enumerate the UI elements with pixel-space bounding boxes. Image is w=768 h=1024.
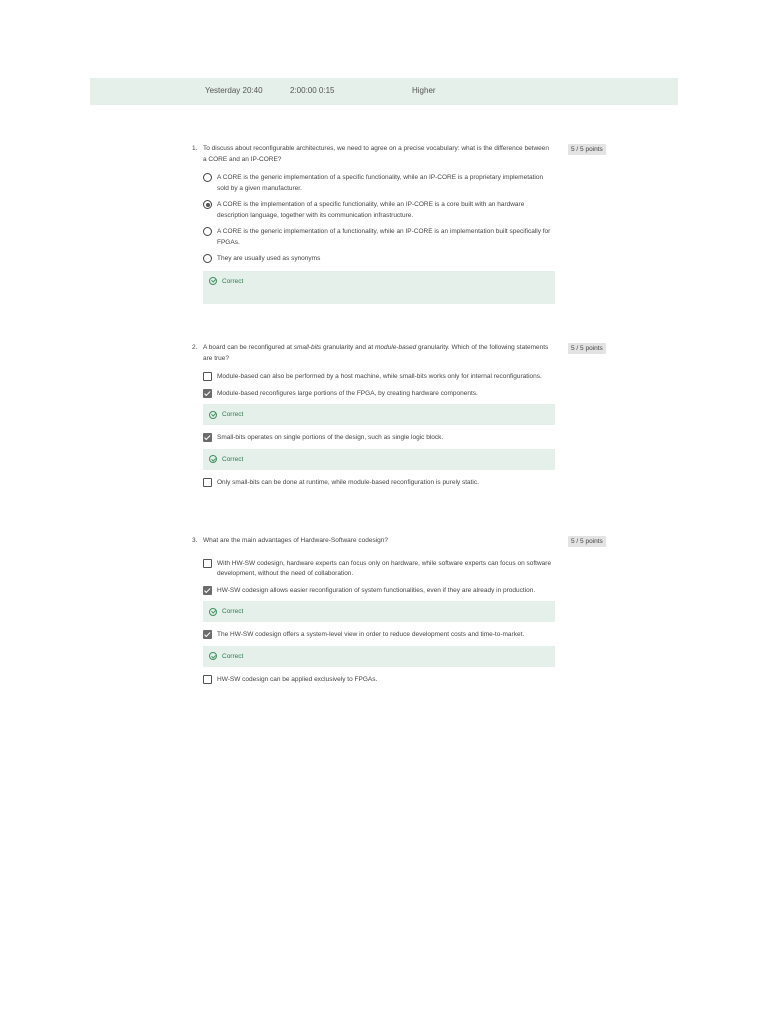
- checkbox-checked[interactable]: [203, 389, 212, 398]
- option-row[interactable]: [203, 173, 555, 194]
- option-label: They are usually used as synonyms: [217, 255, 321, 262]
- check-circle-icon: [209, 608, 217, 616]
- option-row[interactable]: [203, 586, 555, 597]
- question-text: To discuss about reconfigurable architectures, we need to agree on a precise vocabulary: what is the difference between a CORE and an IP-CORE?: [203, 145, 550, 163]
- question-header: [192, 144, 622, 165]
- feedback-correct: [203, 404, 555, 425]
- check-circle-icon: [209, 652, 217, 660]
- feedback-label: Correct: [222, 411, 244, 418]
- feedback-correct: [203, 646, 555, 667]
- feedback-label: Correct: [222, 277, 244, 285]
- feedback-label: Correct: [222, 455, 244, 463]
- option-label: The HW-SW codesign offers a system-level view in order to reduce development costs and time-to-market.: [217, 631, 525, 638]
- option-label: Module-based reconfigures large portions of the FPGA, by creating hardware components.: [217, 389, 478, 397]
- option-row[interactable]: [203, 559, 555, 580]
- question-number: 1.: [192, 145, 198, 152]
- option-label: Small-bits operates on single portions of the design, such as single logic block.: [217, 434, 444, 441]
- options-list: [203, 372, 555, 488]
- option-row[interactable]: [203, 433, 555, 444]
- option-row[interactable]: [203, 630, 555, 641]
- options-list: [203, 173, 555, 304]
- question-header: [192, 536, 622, 547]
- check-circle-icon: [209, 277, 217, 285]
- checkbox-checked[interactable]: [203, 630, 212, 639]
- checkbox[interactable]: [203, 478, 212, 487]
- checkbox[interactable]: [203, 372, 212, 381]
- option-label: A CORE is the generic implementation of a specific functionality, while an IP-CORE is a proprietary implemetation sold by a given manufacturer.: [217, 174, 544, 192]
- option-row[interactable]: [203, 478, 555, 489]
- options-list: [203, 559, 555, 686]
- option-label: With HW-SW codesign, hardware experts can focus only on hardware, while software experts can focus on software development, without the need of collaboration.: [217, 559, 552, 577]
- option-label: HW-SW codesign allows easier reconfiguration of system functionalities, even if they are already in production.: [217, 586, 536, 594]
- checkbox[interactable]: [203, 559, 212, 568]
- option-label: HW-SW codesign can be applied exclusively to FPGAs.: [217, 675, 378, 683]
- option-row[interactable]: [203, 254, 555, 265]
- points-badge: 5 / 5 points: [568, 536, 606, 547]
- option-row[interactable]: [203, 389, 555, 400]
- checkbox-checked[interactable]: [203, 586, 212, 595]
- points-badge: 5 / 5 points: [568, 343, 606, 354]
- option-label: Module-based can also be performed by a host machine, while small-bits works only for internal reconfigurations.: [217, 373, 542, 380]
- feedback-label: Correct: [222, 652, 244, 660]
- feedback-correct: [203, 449, 555, 470]
- option-label: A CORE is the generic implementation of a functionality, while an IP-CORE is an implementation built specifically for FPGAs.: [217, 228, 551, 246]
- checkbox-checked[interactable]: [203, 433, 212, 442]
- feedback-label: Correct: [222, 608, 244, 615]
- checkbox[interactable]: [203, 675, 212, 684]
- radio-button[interactable]: [203, 227, 212, 236]
- option-row[interactable]: [203, 675, 555, 686]
- check-circle-icon: [209, 411, 217, 419]
- radio-button-selected[interactable]: [203, 200, 212, 209]
- option-row[interactable]: [203, 372, 555, 383]
- band-cell-2: 2:00:00 0:15: [290, 86, 335, 95]
- band-cell-1: Yesterday 20:40: [205, 86, 263, 95]
- question-1: [192, 144, 622, 312]
- question-2: [192, 343, 622, 494]
- question-number: 3.: [192, 537, 198, 544]
- question-header: [192, 343, 622, 364]
- option-row[interactable]: [203, 227, 555, 248]
- check-circle-icon: [209, 455, 217, 463]
- option-row[interactable]: [203, 200, 555, 221]
- question-text: What are the main advantages of Hardware-Software codesign?: [203, 537, 388, 544]
- question-3: [192, 536, 622, 691]
- question-text: A board can be reconfigured at small-bits granularity and at module-based granularity. Which of the following statements are true?: [203, 344, 549, 362]
- feedback-correct: [203, 601, 555, 622]
- band-cell-3: Higher: [412, 86, 436, 95]
- feedback-correct: [203, 271, 555, 304]
- radio-button[interactable]: [203, 173, 212, 182]
- points-badge: 5 / 5 points: [568, 144, 606, 155]
- option-label: Only small-bits can be done at runtime, while module-based reconfiguration is purely static.: [217, 478, 479, 486]
- radio-button[interactable]: [203, 254, 212, 263]
- option-label: A CORE is the implementation of a specific functionality, while an IP-CORE is a core built with an hardware description language, together with its communication infrastructure.: [217, 201, 525, 219]
- question-number: 2.: [192, 344, 198, 351]
- previous-attempt-band: [90, 78, 678, 105]
